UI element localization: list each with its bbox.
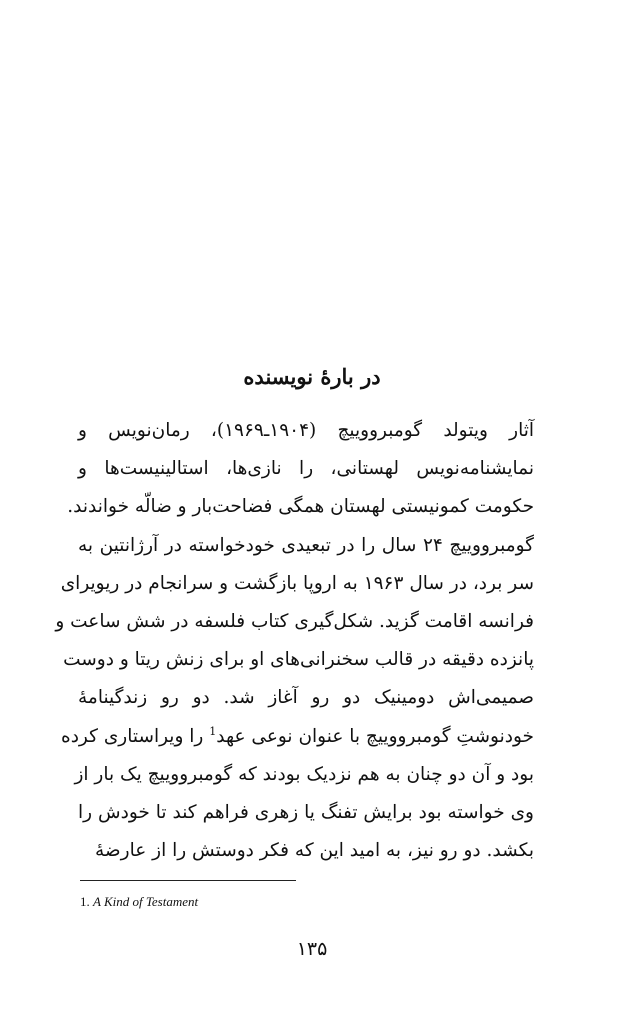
section-heading: در بارهٔ نویسنده: [243, 364, 381, 389]
footnote-text: A Kind of Testament: [93, 894, 199, 909]
line-text-tail: را ویراستاری کرده: [61, 725, 204, 747]
paragraph-line: آثار ویتولد گومبرووییچ (۱۹۰۴ـ۱۹۶۹)، رمان‌نویس و: [78, 420, 534, 441]
footnote: [80, 893, 380, 911]
paragraph-line: فرانسه اقامت گزید. شکل‌گیری کتاب فلسفه در شش ساعت و: [55, 610, 534, 632]
paragraph-line: نمایشنامه‌نویس لهستانی، را نازی‌ها، استالینیست‌ها و: [78, 458, 534, 480]
paragraph-line: گومبرووییچ ۲۴ سال را در تبعیدی خودخواسته در آرژانتین به: [78, 534, 534, 556]
footnote-number: 1.: [80, 894, 90, 909]
paragraph-line: صمیمی‌اش دومینیک دو رو آغاز شد. دو رو زندگینامهٔ: [78, 687, 534, 709]
paragraph-line: بود و آن دو چنان به هم نزدیک بودند که گومبرووییچ یک بار از: [74, 763, 534, 785]
paragraph-line: بکشد. دو رو نیز، به امید این که فکر دوستش را از عارضهٔ: [95, 840, 534, 862]
paragraph-line: پانزده دقیقه در قالب سخنرانی‌های او برای زنش ریتا و دوست: [63, 649, 534, 671]
paragraph-line: وی خواسته بود برایش تفنگ یا زهری فراهم کند تا خودش را: [78, 801, 534, 823]
line-text: خودنوشتِ گومبرووییچ با عنوان نوعی عهد: [216, 725, 534, 747]
paragraph-line-with-footnote: [61, 718, 534, 756]
footnote-marker: 1: [209, 724, 217, 738]
paragraph-line: سر برد، در سال ۱۹۶۳ به اروپا بازگشت و سرانجام در ریویرای: [60, 572, 534, 594]
body-paragraph: [55, 412, 534, 870]
footnote-divider: [80, 880, 296, 881]
paragraph-line: حکومت کمونیستی لهستان همگی فضاحت‌بار و ضالّه خواندند.: [67, 496, 534, 518]
page-number: ۱۳۵: [296, 938, 328, 960]
